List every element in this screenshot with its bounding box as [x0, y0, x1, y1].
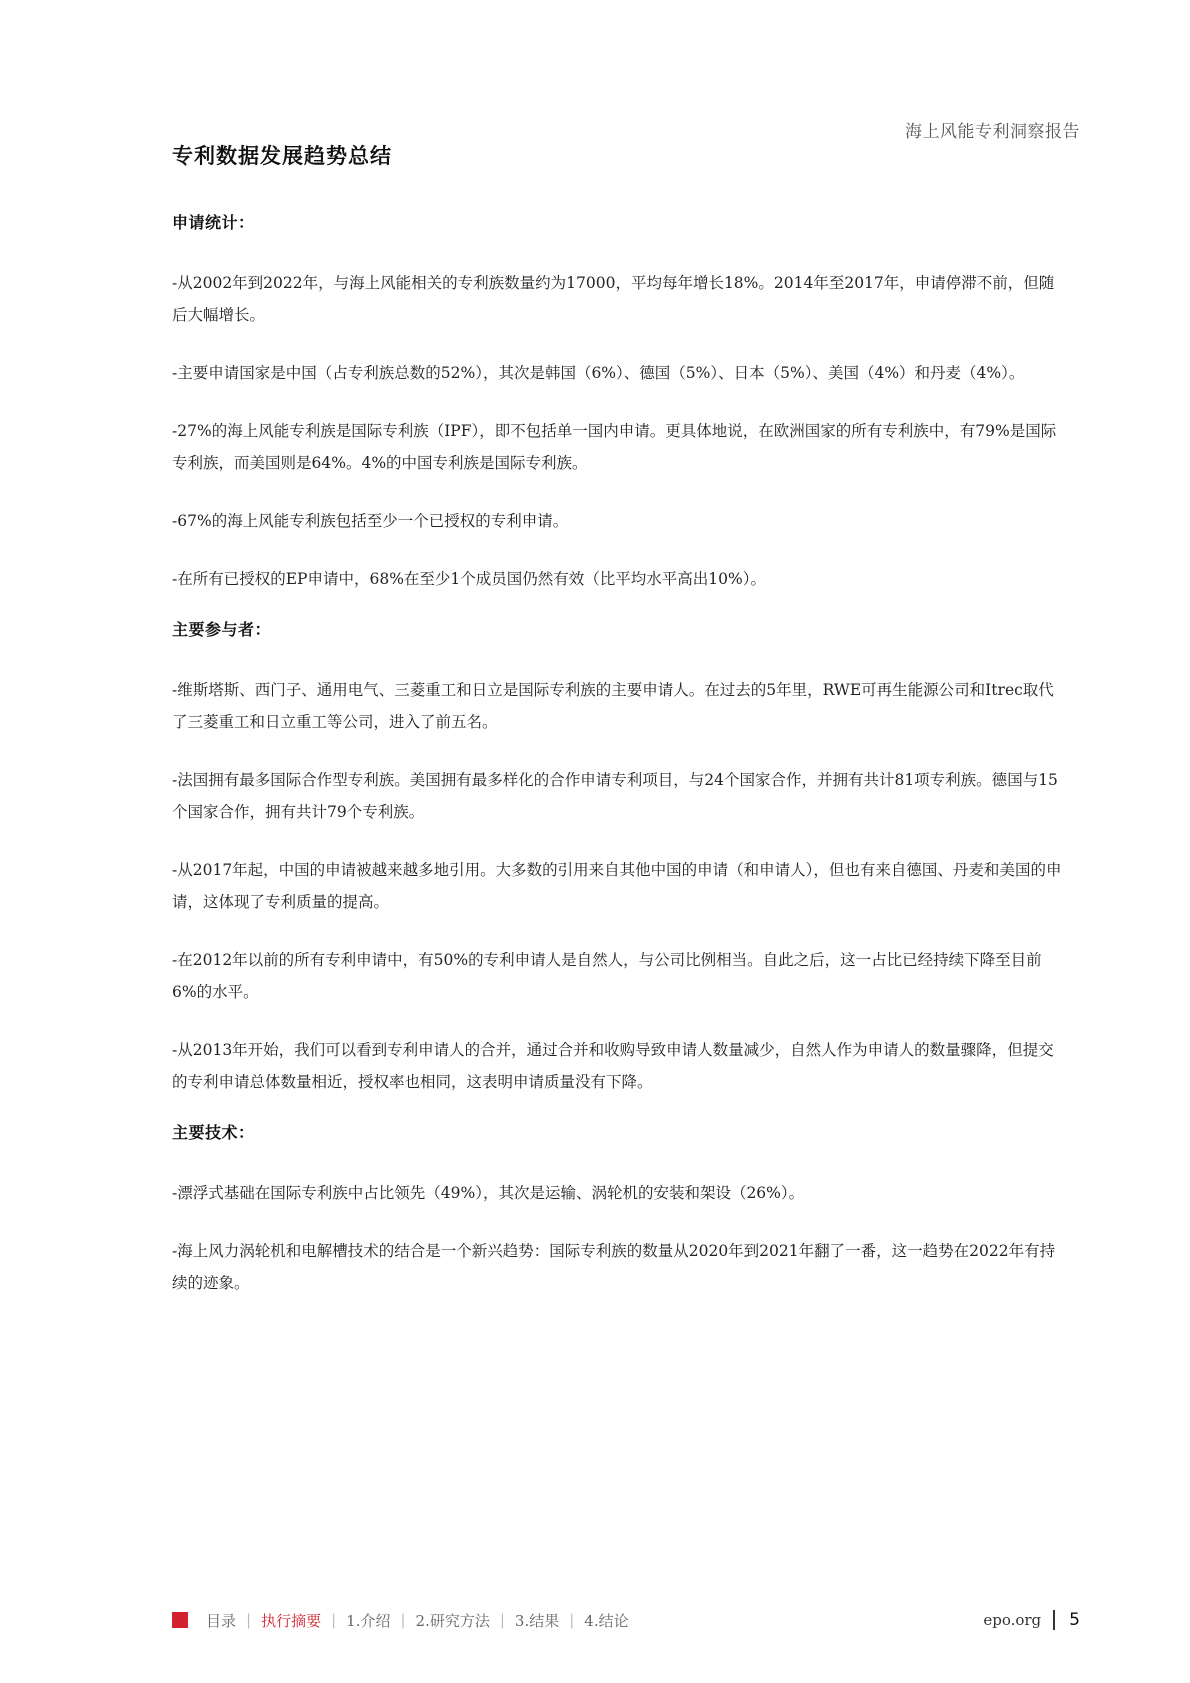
paragraph: -主要申请国家是中国（占专利族总数的52%），其次是韩国（6%）、德国（5%）、日本（5%）、美国（4%）和丹麦（4%）。 [172, 364, 1025, 382]
paragraph: -从2002年到2022年，与海上风能相关的专利族数量约为17000，平均每年增长18%。2014年至2017年，申请停滞不前，但随后大幅增长。 [172, 274, 1055, 324]
nav-link-methodology[interactable]: 2.研究方法 [415, 1611, 490, 1630]
nav-separator: | [331, 1611, 337, 1629]
nav-link-contents[interactable]: 目录 [206, 1611, 237, 1630]
footer-right [983, 1608, 1080, 1632]
report-title: 海上风能专利洞察报告 [905, 122, 1080, 142]
nav-separator: | [499, 1611, 505, 1629]
paragraph: -在2012年以前的所有专利申请中，有50%的专利申请人是自然人，与公司比例相当。自此之后，这一占比已经持续下降至目前6%的水平。 [172, 951, 1042, 1001]
section-heading: 主要技术： [172, 1123, 255, 1142]
red-square-icon [172, 1612, 188, 1628]
section-heading: 主要参与者： [172, 620, 272, 639]
vertical-divider [1053, 1610, 1055, 1630]
footer [172, 1608, 1080, 1632]
nav-link-executive-summary[interactable]: 执行摘要 [261, 1611, 322, 1630]
nav-separator: | [246, 1611, 252, 1629]
paragraph: -27%的海上风能专利族是国际专利族（IPF），即不包括单一国内申请。更具体地说，在欧洲国家的所有专利族中，有79%是国际专利族，而美国则是64%。4%的中国专利族是国际专利族。 [172, 422, 1057, 472]
paragraph: -67%的海上风能专利族包括至少一个已授权的专利申请。 [172, 512, 569, 530]
site-link[interactable]: epo.org [983, 1611, 1042, 1629]
nav-link-results[interactable]: 3.结果 [514, 1611, 560, 1630]
section-main-players [172, 617, 1062, 1098]
paragraph: -维斯塔斯、西门子、通用电气、三菱重工和日立是国际专利族的主要申请人。在过去的5年里，RWE可再生能源公司和Itrec取代了三菱重工和日立重工等公司，进入了前五名。 [172, 681, 1054, 731]
paragraph: -海上风力涡轮机和电解槽技术的结合是一个新兴趋势：国际专利族的数量从2020年到2021年翻了一番，这一趋势在2022年有持续的迹象。 [172, 1242, 1056, 1292]
footer-nav [172, 1608, 629, 1632]
paragraph: -在所有已授权的EP申请中，68%在至少1个成员国仍然有效（比平均水平高出10%）。 [172, 570, 766, 588]
nav-separator: | [569, 1611, 575, 1629]
paragraph: -从2017年起，中国的申请被越来越多地引用。大多数的引用来自其他中国的申请（和申请人），但也有来自德国、丹麦和美国的申请，这体现了专利质量的提高。 [172, 861, 1062, 911]
page-title: 专利数据发展趋势总结 [172, 144, 392, 168]
page-number: 5 [1069, 1610, 1080, 1630]
section-main-technologies [172, 1120, 1062, 1299]
paragraph: -从2013年开始，我们可以看到专利申请人的合并，通过合并和收购导致申请人数量减少，自然人作为申请人的数量骤降，但提交的专利申请总体数量相近，授权率也相同，这表明申请质量没有下降。 [172, 1041, 1054, 1091]
section-heading: 申请统计： [172, 213, 255, 232]
nav-separator: | [400, 1611, 406, 1629]
paragraph: -漂浮式基础在国际专利族中占比领先（49%），其次是运输、涡轮机的安装和架设（26%）。 [172, 1184, 805, 1202]
nav-link-conclusion[interactable]: 4.结论 [584, 1611, 629, 1630]
main-content [172, 140, 1062, 1325]
section-application-stats [172, 210, 1062, 595]
paragraph: -法国拥有最多国际合作型专利族。美国拥有最多样化的合作申请专利项目，与24个国家合作，并拥有共计81项专利族。德国与15个国家合作，拥有共计79个专利族。 [172, 771, 1058, 821]
nav-link-introduction[interactable]: 1.介绍 [346, 1611, 391, 1630]
